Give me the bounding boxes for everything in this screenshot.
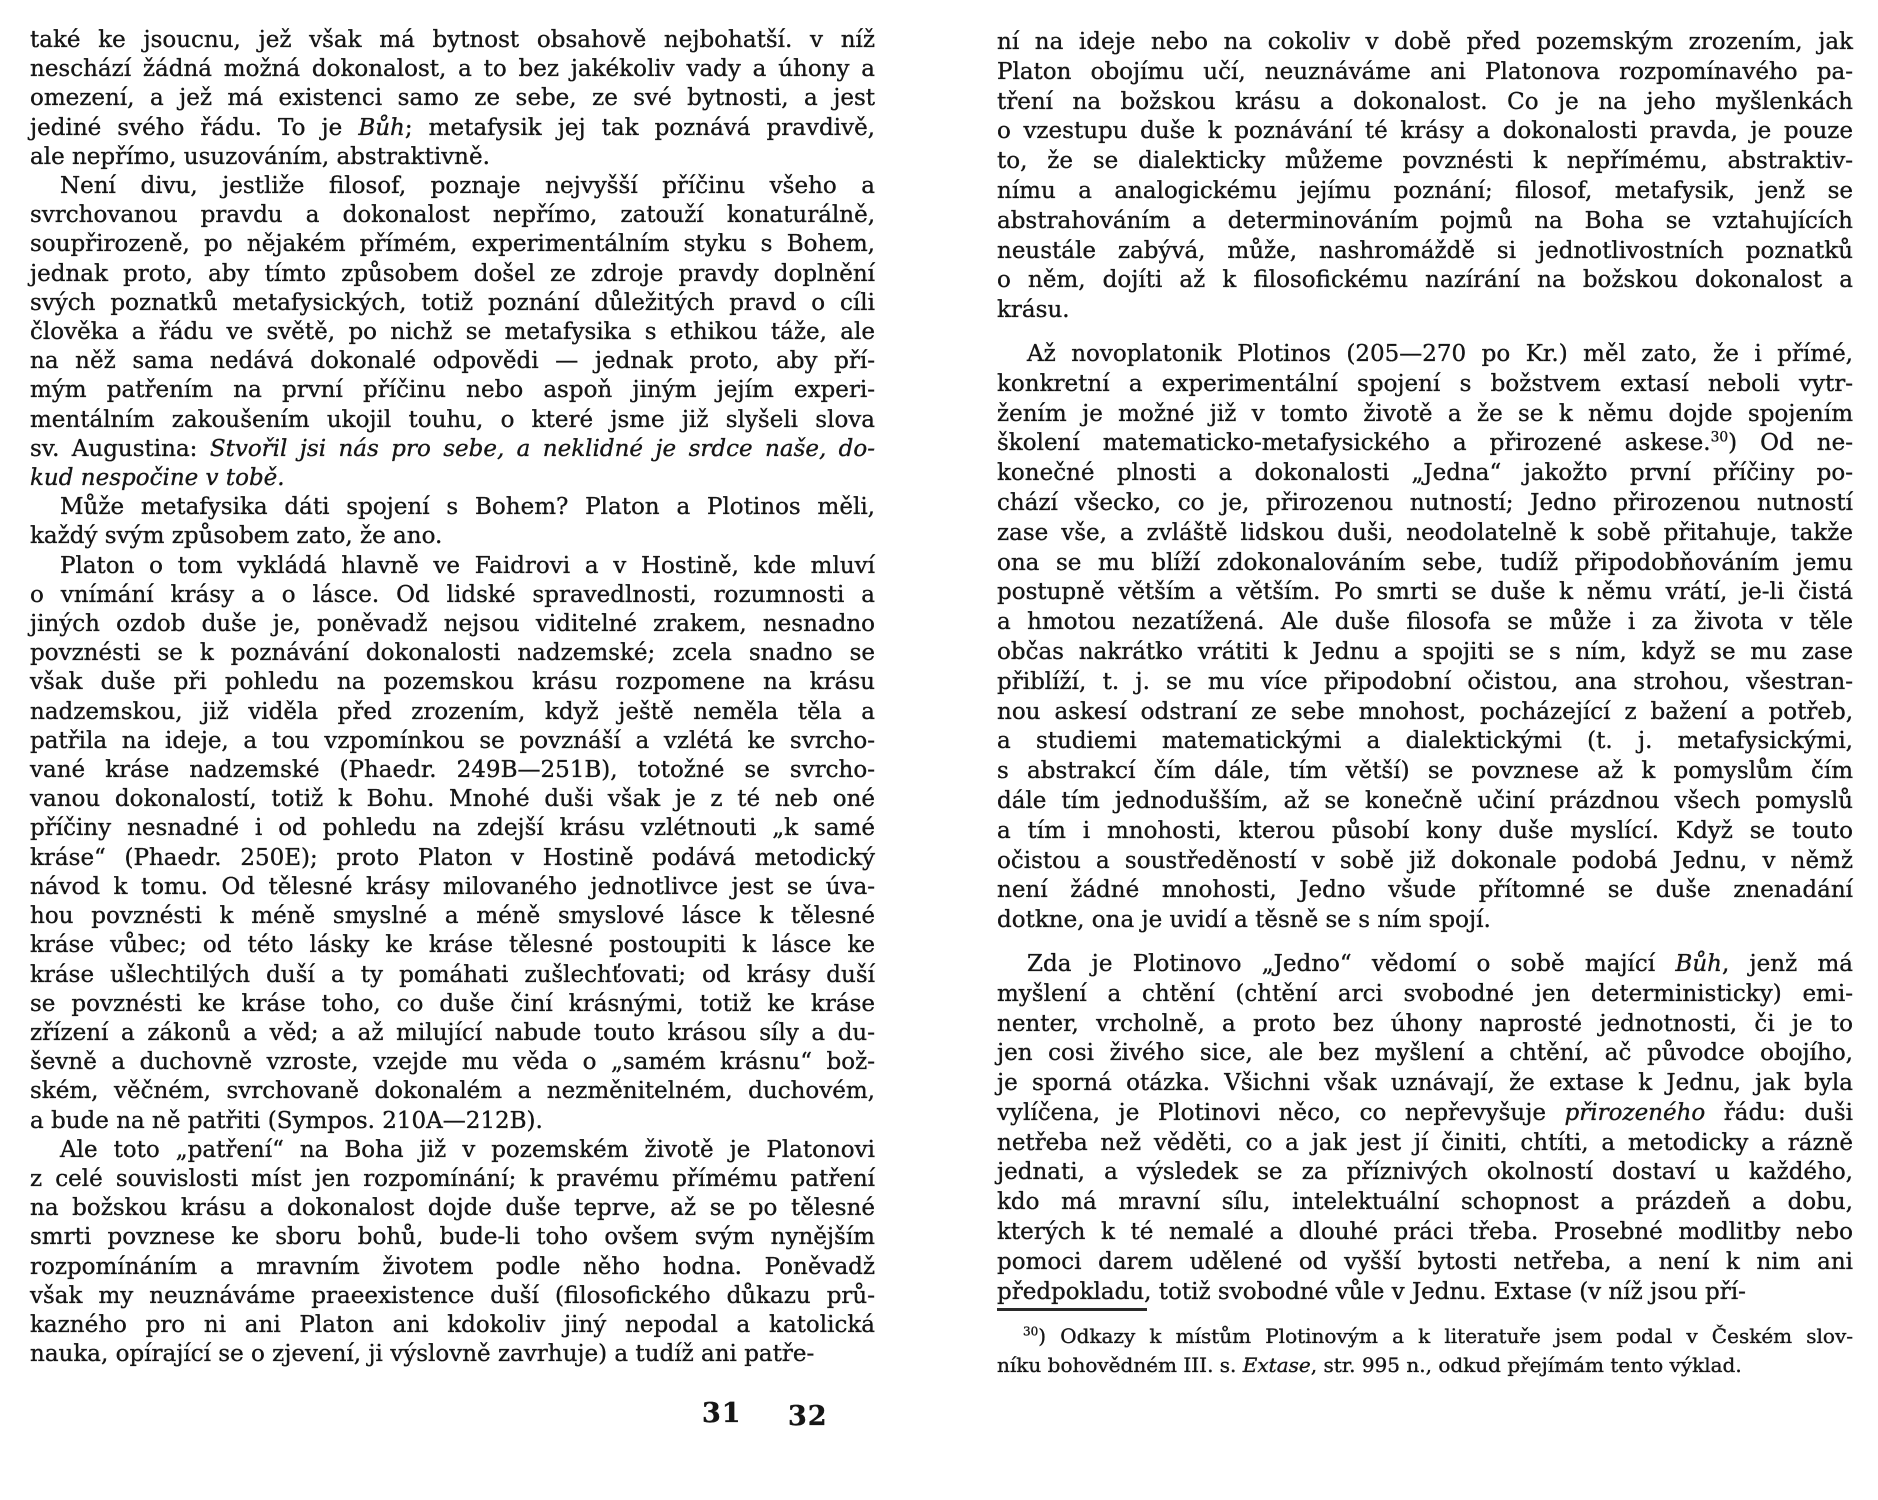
paragraph bbox=[997, 1322, 1853, 1379]
text-line: přiblíží, t. j. se mu více připodobní očistou, ana strohou, všestran- bbox=[997, 668, 1853, 695]
text-line: rozpomínáním a mravním životem podle něho hodna. Poněvadž bbox=[30, 1253, 875, 1280]
text-line: ševně a duchovně vzroste, vzejde mu věda o „samém krásnu“ bož- bbox=[30, 1049, 875, 1076]
text-line: omezení, a jež má existenci samo ze sebe, ze své bytnosti, a jest bbox=[30, 85, 875, 112]
text-line: není žádné mnohosti, Jedno všude přítomné se duše znenadání bbox=[997, 877, 1853, 904]
paragraph bbox=[30, 1136, 875, 1370]
footnote-text bbox=[997, 1322, 1853, 1379]
text-line: nímu a analogickému jejímu poznání; filosof, metafysik, jenž se bbox=[997, 177, 1853, 204]
text-line: Zda je Plotinovo „Jedno“ vědomí o sobě mající Bůh, jenž má bbox=[1027, 950, 1854, 977]
text-line: sv. Augustina: Stvořil jsi nás pro sebe, a neklidné je srdce naše, do- bbox=[30, 435, 876, 462]
text-line: Může metafysika dáti spojení s Bohem? Platon a Plotinos měli, bbox=[60, 494, 875, 521]
text-line: na božskou krásu a dokonalost dojde duše teprve, až se po tělesné bbox=[30, 1195, 875, 1222]
text-line: zase vše, a zvláště lidskou duši, neodolatelně k sobě přitahuje, takže bbox=[997, 519, 1853, 546]
text-line: však my neuznáváme praeexistence duší (filosofického důkazu prů- bbox=[30, 1282, 875, 1309]
text-line: níku bohovědném III. s. Extase, str. 995 n., odkud přejímám tento výklad. bbox=[997, 1352, 1742, 1377]
paragraph bbox=[997, 950, 1853, 1308]
text-line: dotkne, ona je uvidí a těsně se s ním spojí. bbox=[997, 907, 1491, 934]
text-line: myšlení a chtění (chtění arci svobodné jen deterministicky) emi- bbox=[997, 980, 1853, 1007]
text-line: z celé souvislosti míst jen rozpomínání; k pravému přímému patření bbox=[30, 1165, 875, 1192]
text-line: a studiemi matematickými a dialektickými (t. j. metafysickými, bbox=[997, 728, 1853, 755]
text-line: návod k tomu. Od tělesné krásy milovaného jednotlivce jest se úva- bbox=[30, 873, 875, 900]
paragraph bbox=[30, 493, 875, 551]
text-line: kráse“ (Phaedr. 250E); proto Platon v Hostině podává metodický bbox=[30, 844, 875, 871]
text-line: mentálním zakoušením ukojil touhu, o které jsme již slyšeli slova bbox=[30, 406, 875, 433]
text-line: se povznésti ke kráse toho, co duše činí krásnými, totiž ke kráse bbox=[30, 990, 875, 1017]
text-line: chází všecko, co je, přirozenou nutností; Jedno přirozenou nutností bbox=[997, 489, 1853, 516]
text-line: dále tím jednodušším, až se konečně učiní prázdnou všech pomyslů bbox=[997, 787, 1853, 814]
text-line: Až novoplatonik Plotinos (205—270 po Kr.) měl zato, že i přímé, bbox=[1027, 340, 1853, 367]
text-line: očistou a soustředěností v sobě již dokonale podobá Jednu, v němž bbox=[997, 847, 1853, 874]
text-line: jediné svého řádu. To je Bůh; metafysik jej tak poznává pravdivě, bbox=[30, 114, 875, 141]
text-line: kterých k té nemalé a dlouhé práci třeba. Prosebné modlitby nebo bbox=[997, 1219, 1853, 1246]
text-line: netřeba než věděti, co a jak jest jí činiti, chtíti, a metodicky a rázně bbox=[997, 1129, 1853, 1156]
text-line: abstrahováním a determinováním pojmů na Boha se vztahujících bbox=[997, 207, 1853, 234]
text-line: to, že se dialekticky můžeme povznésti k nepřímému, abstraktiv- bbox=[997, 148, 1853, 175]
text-line: konkretní a experimentální spojení s božstvem extasí neboli vytr- bbox=[997, 370, 1853, 397]
page-left-text bbox=[30, 26, 875, 1369]
paragraph bbox=[997, 340, 1853, 936]
text-line: soupřirozeně, po nějakém přímém, experimentálním styku s Bohem, bbox=[30, 231, 875, 258]
text-line: tření na božskou krásu a dokonalost. Co je na jeho myšlenkách bbox=[997, 88, 1853, 115]
text-line: nadzemskou, již viděla před zrozením, když ještě neměla těla a bbox=[30, 698, 875, 725]
page-right-text bbox=[997, 28, 1853, 1307]
text-line: ale nepřímo, usuzováním, abstraktivně. bbox=[30, 143, 490, 170]
paragraph bbox=[997, 28, 1853, 326]
text-line: neustále zabývá, může, nashromáždě si jednotlivostních poznatků bbox=[997, 237, 1853, 264]
text-line: školení matematicko-metafysického a přirozené askese.$^{30}$) Od ne- bbox=[997, 429, 1853, 457]
text-line: příčiny nesnadné i od pohledu na zdejší krásu vzlétnouti „k samé bbox=[30, 815, 875, 842]
text-line: Platon obojímu učí, neuznáváme ani Platonova rozpomínavého pa- bbox=[997, 58, 1853, 85]
text-line: předpokladu, totiž svobodné vůle v Jednu. Extase (v níž jsou pří- bbox=[997, 1278, 1746, 1305]
text-line: a bude na ně patřiti (Sympos. 210A—212B). bbox=[30, 1107, 543, 1134]
text-line: kráse ušlechtilých duší a ty pomáhati zušlechťovati; od krásy duší bbox=[30, 961, 875, 988]
text-line: na něž sama nedává dokonalé odpovědi — jednak proto, aby pří- bbox=[30, 348, 875, 375]
text-line: o vnímání krásy a o lásce. Od lidské spravedlnosti, rozumnosti a bbox=[30, 581, 875, 608]
text-line: Ale toto „patření“ na Boha již v pozemském životě je Platonovi bbox=[60, 1136, 875, 1163]
text-line: ském, věčném, svrchovaně dokonalém a nezměnitelném, duchovém, bbox=[30, 1078, 875, 1105]
text-line: svrchovanou pravdu a dokonalost nepřímo, zatouží konaturálně, bbox=[30, 202, 875, 229]
text-line: je sporná otázka. Všichni však uznávají, že extase k Jednu, jak byla bbox=[997, 1070, 1853, 1097]
text-line: ona se mu blíží zdokonalováním sebe, tudíž připodobňováním jemu bbox=[997, 549, 1853, 576]
text-line: neschází žádná možná dokonalost, a to bez jakékoliv vady a úhony a bbox=[30, 56, 875, 83]
text-line: kud nespočine v tobě. bbox=[30, 465, 285, 492]
paragraph bbox=[30, 552, 875, 1136]
text-line: žením je možné již v tomto životě a že se k němu dojde spojením bbox=[997, 400, 1853, 427]
paragraph bbox=[30, 172, 875, 493]
text-line: nenter, vrcholně, a proto bez úhony naprosté jednotnosti, či je to bbox=[997, 1010, 1853, 1037]
text-line: a tím i mnohosti, kterou působí kony duše myslící. Když se touto bbox=[997, 817, 1853, 844]
text-line: kazného pro ni ani Platon ani kdokoliv jiný nepodal a katolická bbox=[30, 1311, 875, 1338]
text-line: mým patřením na první příčinu nebo aspoň jiným jejím experi- bbox=[30, 377, 875, 404]
text-line: konečné plnosti a dokonalosti „Jedna“ jakožto první příčiny po- bbox=[997, 460, 1853, 487]
text-line: nou askesí odstraní ze sebe mnohost, pocházející z bažení a potřeb, bbox=[997, 698, 1853, 725]
text-line: pomoci darem udělené od vyšší bytosti netřeba, a není k nim ani bbox=[997, 1248, 1853, 1275]
text-line: kráse vůbec; od této lásky ke kráse tělesné postoupiti k lásce ke bbox=[30, 932, 875, 959]
text-line: ní na ideje nebo na cokoliv v době před pozemským zrozením, jak bbox=[997, 29, 1853, 55]
text-line: $^{30}$) Odkazy k místům Plotinovým a k literatuře jsem podal v Českém slov- bbox=[1023, 1324, 1853, 1348]
text-line: člověka a řádu ve světě, po nichž se metafysika s ethikou táže, ale bbox=[30, 319, 875, 346]
text-line: Není divu, jestliže filosof, poznaje nejvyšší příčinu všeho a bbox=[60, 173, 875, 200]
text-line: postupně větším a větším. Po smrti se duše k němu vrátí, je-li čistá bbox=[997, 579, 1853, 606]
footnote-rule bbox=[997, 1308, 1147, 1311]
text-line: vané kráse nadzemské (Phaedr. 249B—251B), totožné se svrcho- bbox=[30, 757, 875, 784]
text-line: jiných ozdob duše je, poněvadž nejsou viditelné zrakem, nesnadno bbox=[30, 611, 875, 638]
text-line: a hmotou nezatížená. Ale duše filosofa se může i za života v těle bbox=[997, 609, 1853, 636]
text-line: povznésti se k poznávání dokonalosti nadzemské; zcela snadno se bbox=[30, 640, 875, 667]
text-line: zřízení a zákonů a věd; a až milující nabude touto krásou síly a du- bbox=[30, 1019, 875, 1046]
page-number-left: 31 bbox=[702, 1398, 742, 1429]
text-line: Platon o tom vykládá hlavně ve Faidrovi a v Hostině, kde mluví bbox=[60, 552, 875, 579]
text-line: však duše při pohledu na pozemskou krásu rozpomene na krásu bbox=[30, 669, 875, 696]
text-line: vylíčena, je Plotinovi něco, co nepřevyšuje přirozeného řádu: duši bbox=[997, 1099, 1854, 1126]
text-line: patřila na ideje, a tou vzpomínkou se povznáší a vzlétá ke svrcho- bbox=[30, 727, 875, 754]
text-line: svých poznatků metafysických, totiž poznání důležitých pravd o cíli bbox=[30, 289, 875, 316]
page-number-right: 32 bbox=[788, 1401, 828, 1432]
text-line: kdo má mravní sílu, intelektuální schopnost a prázdeň a dobu, bbox=[997, 1189, 1853, 1216]
text-line: o něm, dojíti až k filosofickému nazírání na božskou dokonalost a bbox=[997, 267, 1853, 294]
text-line: jednak proto, aby tímto způsobem došel ze zdroje pravdy doplnění bbox=[30, 260, 875, 287]
text-line: hou povznésti k méně smyslné a méně smyslové lásce k tělesné bbox=[30, 903, 875, 930]
paragraph bbox=[30, 26, 875, 172]
text-line: jednati, a výsledek se za příznivých okolností dostaví u každého, bbox=[997, 1159, 1853, 1186]
footnote bbox=[997, 1308, 1853, 1379]
text-line: krásu. bbox=[997, 297, 1070, 324]
text-line: také ke jsoucnu, jež však má bytnost obsahově nejbohatší. v níž bbox=[30, 27, 875, 53]
text-line: nauka, opírající se o zjevení, ji výslovně zavrhuje) a tudíž ani patře- bbox=[30, 1341, 815, 1368]
text-line: občas nakrátko vrátiti k Jednu a spojiti se s ním, když se mu zase bbox=[997, 638, 1853, 665]
text-line: vanou dokonalostí, totiž k Bohu. Mnohé duši však je z té neb oné bbox=[30, 786, 875, 813]
text-line: s abstrakcí čím dále, tím větší) se povznese až k pomyslům čím bbox=[997, 758, 1853, 785]
text-line: smrti povznese ke sboru bohů, bude-li toho ovšem svým nynějším bbox=[30, 1224, 875, 1251]
text-line: jen cosi živého sice, ale bez myšlení a chtění, ač původce obojího, bbox=[997, 1040, 1853, 1067]
text-line: každý svým způsobem zato, že ano. bbox=[30, 523, 443, 550]
text-line: o vzestupu duše k poznávání té krásy a dokonalosti pravda, je pouze bbox=[997, 118, 1853, 145]
